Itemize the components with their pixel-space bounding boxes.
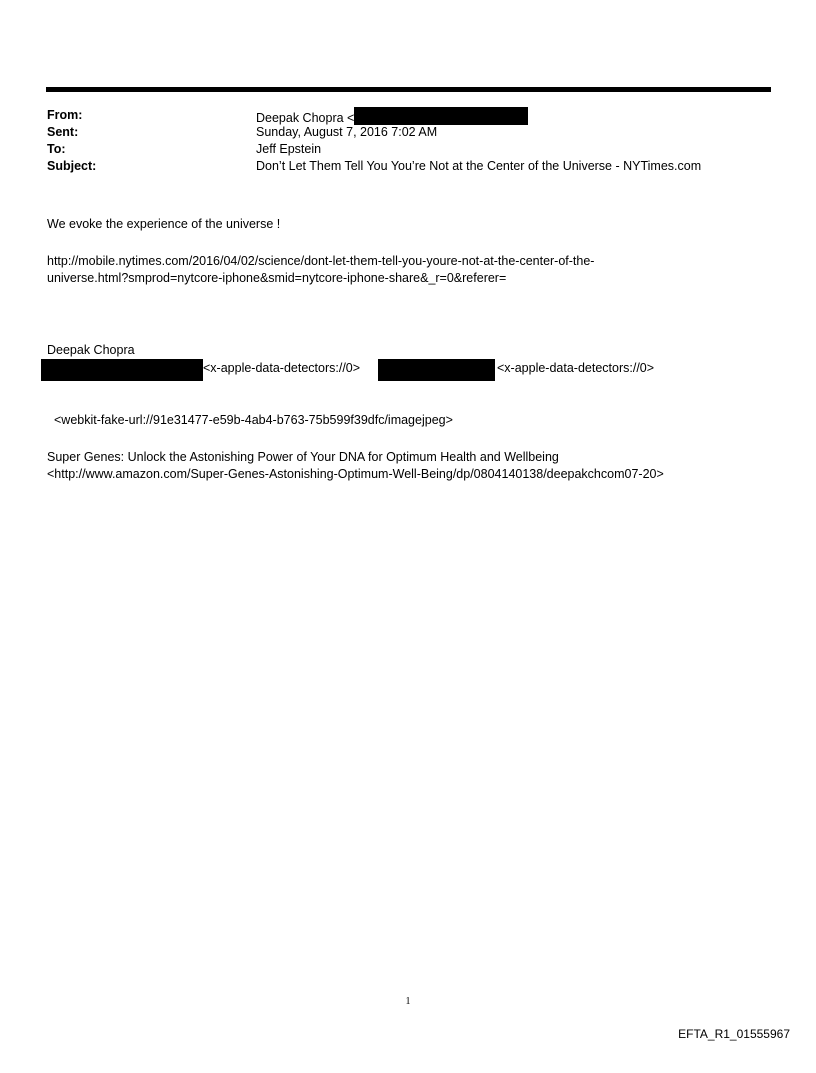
subject-value: Don’t Let Them Tell You You’re Not at the Center of the Universe - NYTimes.com [256,159,702,173]
to-value: Jeff Epstein [256,142,322,156]
page-number: 1 [405,996,411,1007]
sent-row [47,124,771,141]
sent-label: Sent: [47,125,79,139]
data-detector-2[interactable]: <x-apple-data-detectors://0> [497,361,655,375]
email-header [47,107,771,175]
redacted-phone-2 [378,359,495,381]
to-label: To: [47,142,66,156]
to-row [47,141,771,158]
redacted-email [354,107,528,125]
book-link[interactable]: <http://www.amazon.com/Super-Genes-Astonishing-Optimum-Well-Being/dp/0804140138/deepakchcom07-20> [47,467,664,481]
subject-row [47,158,771,175]
book-title: Super Genes: Unlock the Astonishing Power of Your DNA for Optimum Health and Wellbeing [47,450,559,464]
sender-name: Deepak Chopra < [256,111,355,125]
article-link-line-2[interactable]: universe.html?smprod=nytcore-iphone&smid=nytcore-iphone-share&_r=0&referer= [47,271,507,285]
article-link-line-1[interactable]: http://mobile.nytimes.com/2016/04/02/science/dont-let-them-tell-you-youre-not-at-the-center-of-the- [47,254,595,268]
redacted-phone-1 [41,359,203,381]
from-row [47,107,771,124]
data-detector-1[interactable]: <x-apple-data-detectors://0> [203,361,361,375]
subject-label: Subject: [47,159,97,173]
webkit-image-url: <webkit-fake-url://91e31477-e59b-4ab4-b763-75b599f39dfc/imagejpeg> [54,413,453,427]
header-divider [46,87,771,92]
document-id: EFTA_R1_01555967 [678,1027,790,1041]
body-intro: We evoke the experience of the universe ! [47,217,281,231]
from-label: From: [47,108,83,122]
signature-name: Deepak Chopra [47,343,135,357]
sent-value: Sunday, August 7, 2016 7:02 AM [256,125,438,139]
